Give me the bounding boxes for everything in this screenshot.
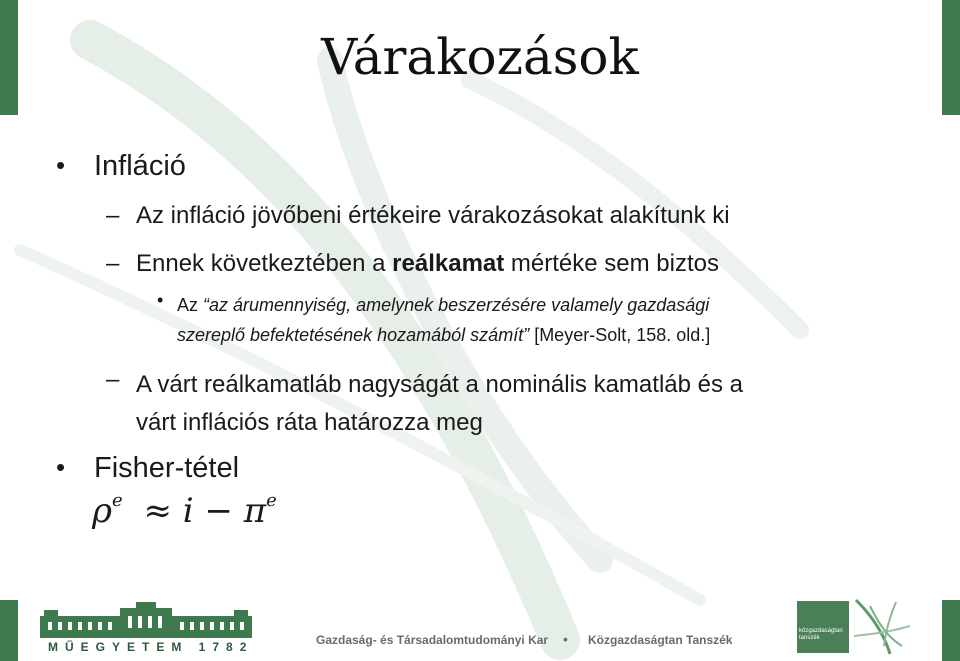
footer-separator: • xyxy=(563,631,568,647)
bullet-dot-icon: • xyxy=(56,150,66,180)
bold-term-realkamat: reálkamat xyxy=(392,250,505,277)
university-name: MŰEGYETEM 1782 xyxy=(48,640,254,654)
bullet-dot-icon: • xyxy=(157,290,164,310)
dash-icon: – xyxy=(106,250,120,277)
university-building-icon xyxy=(40,602,252,640)
fisher-formula: $\rho^e \approx i - \pi^e$ xyxy=(92,490,277,531)
department-name: Közgazdaságtan Tanszék xyxy=(588,633,733,647)
leaf-logo-icon xyxy=(850,596,914,658)
dash-icon: – xyxy=(106,202,120,229)
slide: Várakozások • Infláció – Az infláció jövőbeni értékeire várakozásokat alakítunk ki – Ennek következtében a reálkamat mértéke sem biztos • Az “az árumennyiség, amelynek beszerzésére valamely gazdasági szereplő befektetésének hozamából számít” [Meyer-Solt, 158. old.] – A várt reálkamatláb nagyságát a nominális kamatláb és a várt inflációs ráta határozza meg • Fisher-tétel $\rho^e \approx i - \pi^e$ MŰEGYETEM 1782 Gazdaság- és Társadalomtudományi Kar • Közgazdaságtan Tanszék közgazdaságtan tanszék xyxy=(0,0,960,661)
slide-title: Várakozások xyxy=(321,28,639,86)
dash-icon: – xyxy=(106,366,120,393)
corner-bar-bottom-left xyxy=(0,600,18,661)
bullet-dot-icon: • xyxy=(56,452,66,482)
faculty-name: Gazdaság- és Társadalomtudományi Kar xyxy=(316,633,549,647)
department-logo xyxy=(797,601,849,653)
corner-bar-bottom-right xyxy=(942,600,960,661)
department-logo-text: közgazdaságtan tanszék xyxy=(799,628,843,641)
